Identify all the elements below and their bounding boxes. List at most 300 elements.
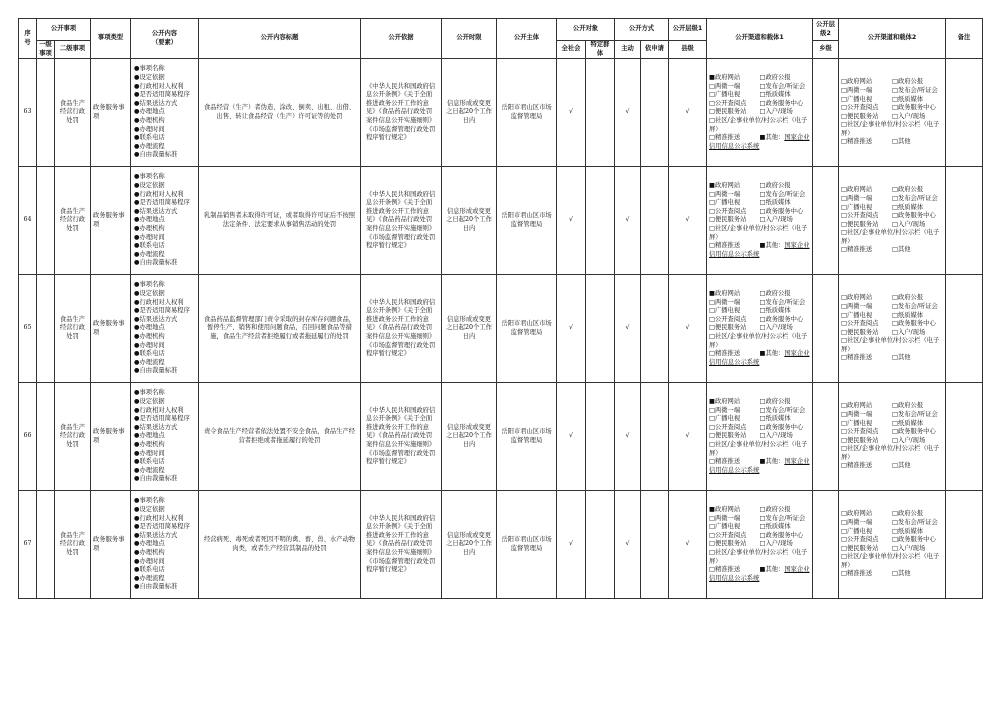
- content-element-item: [134, 117, 196, 126]
- checkbox-unchecked-icon: □: [759, 108, 766, 116]
- channel-option: [709, 290, 760, 299]
- channel-option-label: 政府网站: [714, 398, 741, 406]
- checkbox-unchecked-icon: □: [841, 544, 847, 552]
- channel-option: [841, 294, 892, 303]
- channel-option: [709, 407, 760, 416]
- channel-option-label: 社区/企事业单位/村公示栏（电子屏）: [709, 116, 808, 133]
- checkbox-unchecked-icon: □: [709, 91, 715, 99]
- checkbox-unchecked-icon: □: [892, 354, 898, 362]
- channel-option: [841, 536, 892, 545]
- channel-line: [709, 216, 810, 225]
- header-seq: [19, 19, 37, 59]
- channel-option-label: 政府公报: [765, 506, 791, 514]
- checkbox-unchecked-icon: □: [759, 506, 766, 514]
- channel-option-label: 公开查阅点: [846, 104, 879, 112]
- checkbox-unchecked-icon: □: [709, 531, 715, 539]
- bullet-icon: ●: [134, 367, 140, 375]
- row-channel-1: [707, 275, 813, 383]
- channel-option-label: 政务服务中心: [897, 536, 936, 544]
- header-channel-1: 公开渠道和载体1: [707, 19, 813, 59]
- row-content-title: 经营病死、毒死或者死因不明的禽、畜、兽、水产动物肉类，或者生产经营其制品的处罚: [199, 491, 361, 599]
- row-level1-item: [37, 59, 55, 167]
- bullet-icon: ●: [134, 173, 140, 181]
- channel-line: [841, 204, 943, 213]
- channel-option-label: 社区/企事业单位/村公示栏（电子屏）: [841, 121, 940, 137]
- channel-line: [841, 138, 943, 147]
- content-element-item: [134, 497, 196, 506]
- content-element-item: [134, 441, 196, 450]
- channel-option-label: 公开查阅点: [846, 320, 879, 328]
- bullet-icon: ●: [134, 259, 140, 267]
- checkbox-unchecked-icon: □: [892, 104, 898, 112]
- channel-line: [709, 191, 810, 200]
- channel-option-label: 两微一端: [846, 86, 873, 94]
- checkbox-unchecked-icon: □: [709, 99, 715, 107]
- channel-option: [760, 506, 791, 513]
- channel-option: [841, 329, 892, 338]
- row-level-township: [813, 383, 839, 491]
- content-element-item: [134, 398, 196, 407]
- bullet-icon: ●: [134, 531, 140, 539]
- content-element-item: [134, 367, 196, 376]
- checkbox-unchecked-icon: □: [892, 95, 898, 103]
- table-row: [19, 275, 983, 383]
- content-element-item: [134, 83, 196, 92]
- header-level2: 二级事项: [55, 41, 91, 59]
- channel-option-label: 广播电视: [714, 199, 741, 207]
- content-element-label: 事项名称: [139, 497, 165, 505]
- checkbox-unchecked-icon: □: [841, 527, 847, 535]
- header-level-group-1: 公开层级1: [669, 19, 707, 41]
- checkbox-unchecked-icon: □: [892, 112, 898, 120]
- checkbox-unchecked-icon: □: [759, 398, 766, 406]
- header-row-1: [19, 19, 983, 41]
- channel-option: [892, 402, 923, 409]
- channel-option-label: 发布会/听证会: [765, 514, 806, 522]
- channel-option: [709, 225, 807, 241]
- row-seq: 63: [19, 59, 37, 167]
- bullet-icon: ●: [134, 324, 140, 332]
- channel-line: [709, 74, 810, 83]
- content-element-label: 结果送达方式: [139, 99, 178, 107]
- checkbox-unchecked-icon: □: [841, 112, 847, 120]
- channel-line: [841, 428, 943, 437]
- header-items-group: 公开事项: [37, 19, 91, 41]
- row-basis: 《中华人民共和国政府信息公开条例》《关于全面推进政务公开工作的意见》《食品药品行政处罚案件信息公开实施细则》《市场监督管理行政处罚程序暂行规定》: [361, 167, 442, 275]
- content-element-item: [134, 333, 196, 342]
- checkbox-unchecked-icon: □: [892, 570, 898, 578]
- checkbox-unchecked-icon: □: [892, 320, 898, 328]
- bullet-icon: ●: [134, 449, 140, 457]
- bullet-icon: ●: [134, 99, 140, 107]
- channel-option-label: 广播电视: [846, 203, 873, 211]
- header-basis: 公开依据: [361, 19, 442, 59]
- channel-option-label: 发布会/听证会: [765, 190, 806, 198]
- checkbox-unchecked-icon: □: [759, 182, 766, 190]
- checkbox-unchecked-icon: □: [709, 540, 715, 548]
- channel-line: [709, 242, 810, 259]
- content-element-label: 联系电话: [139, 242, 165, 250]
- channel-option-label: 广播电视: [846, 95, 873, 103]
- checkbox-unchecked-icon: □: [841, 78, 847, 86]
- channel-option-label: 政府网站: [846, 402, 873, 410]
- content-element-label: 是否适用简易程序: [139, 91, 190, 99]
- channel-option: [841, 337, 939, 353]
- row-basis: 《中华人民共和国政府信息公开条例》《关于全面推进政务公开工作的意见》《食品药品行政处罚案件信息公开实施细则》《市场监督管理行政处罚程序暂行规定》: [361, 59, 442, 167]
- bullet-icon: ●: [134, 116, 140, 124]
- content-element-label: 事项名称: [139, 389, 165, 397]
- channel-option: [709, 432, 760, 441]
- content-element-label: 办理机构: [139, 116, 165, 124]
- channel-option-label: 便民服务站: [714, 324, 747, 332]
- channel-option: [841, 445, 939, 461]
- checkbox-unchecked-icon: □: [841, 294, 847, 302]
- channel-option: [709, 415, 760, 424]
- checkbox-unchecked-icon: □: [892, 186, 898, 194]
- row-method-request: [641, 59, 669, 167]
- channel-line: [709, 299, 810, 308]
- content-element-label: 办理地点: [139, 324, 165, 332]
- channel-option-label: 政府网站: [846, 78, 873, 86]
- bullet-icon: ●: [134, 583, 140, 591]
- channel-option-label: 入户/现场: [897, 112, 926, 120]
- channel-option: [709, 523, 760, 532]
- content-element-label: 办理时间: [139, 341, 165, 349]
- channel-option-label: 精准推送: [714, 134, 741, 142]
- checkbox-unchecked-icon: □: [709, 207, 715, 215]
- content-element-item: [134, 225, 196, 234]
- row-level-township: [813, 275, 839, 383]
- content-element-label: 事项名称: [139, 281, 165, 289]
- channel-option: [841, 138, 892, 147]
- channel-option-label: 社区/企事业单位/村公示栏（电子屏）: [841, 337, 940, 353]
- checkbox-unchecked-icon: □: [759, 82, 766, 90]
- row-subject: 岳阳市君山区市场监督管理局: [497, 383, 557, 491]
- channel-option-label: 两微一端: [846, 518, 873, 526]
- content-element-label: 设定依据: [139, 182, 165, 190]
- row-remark: [946, 59, 983, 167]
- checkbox-unchecked-icon: □: [841, 186, 847, 194]
- checkbox-checked-icon: ■: [709, 74, 715, 82]
- channel-option: [760, 540, 793, 547]
- channel-option-label: 入户/现场: [765, 108, 793, 116]
- checkbox-unchecked-icon: □: [709, 440, 715, 448]
- channel-option: [892, 354, 911, 361]
- checkbox-unchecked-icon: □: [841, 194, 847, 202]
- channel-option-detail: 国家企业信用信息公示系统: [709, 134, 810, 150]
- content-element-item: [134, 108, 196, 117]
- content-element-item: [134, 65, 196, 74]
- content-element-label: 办理机构: [139, 548, 165, 556]
- bullet-icon: ●: [134, 458, 140, 466]
- bullet-icon: ●: [134, 566, 140, 574]
- channel-option: [892, 246, 911, 253]
- channel-option: [709, 74, 760, 83]
- channel-option-label: 两微一端: [714, 514, 741, 522]
- channel-option: [892, 87, 938, 94]
- row-channel-2: [839, 275, 946, 383]
- channel-option-label: 其他：: [765, 350, 785, 358]
- checkbox-unchecked-icon: □: [841, 536, 847, 544]
- bullet-icon: ●: [134, 341, 140, 349]
- row-content-title: 食品药品监督管理部门责令采取的封存库存问题食品，暂停生产、销售和使用问题食品，召回问题食品等措施，食品生产经营者拒绝履行或者拖延履行的处罚: [199, 275, 361, 383]
- channel-option: [841, 411, 892, 420]
- checkbox-unchecked-icon: □: [892, 78, 898, 86]
- channel-option: [841, 420, 892, 429]
- channel-option: [841, 402, 892, 411]
- channel-option-label: 政务服务中心: [765, 99, 804, 107]
- bullet-icon: ●: [134, 281, 140, 289]
- row-remark: [946, 167, 983, 275]
- channel-option: [892, 329, 925, 336]
- checkbox-unchecked-icon: □: [709, 406, 715, 414]
- channel-option-label: 政务服务中心: [897, 320, 936, 328]
- channel-option-label: 精准推送: [846, 354, 873, 362]
- checkbox-unchecked-icon: □: [759, 190, 766, 198]
- channel-option-label: 其他：: [765, 566, 785, 574]
- checkbox-unchecked-icon: □: [759, 514, 766, 522]
- channel-line: [709, 523, 810, 532]
- channel-option-label: 公开查阅点: [846, 212, 879, 220]
- channel-line: [841, 337, 943, 354]
- content-element-item: [134, 324, 196, 333]
- channel-option: [709, 307, 760, 316]
- header-method-request: 依申请: [641, 41, 669, 59]
- checkbox-unchecked-icon: □: [709, 423, 715, 431]
- bullet-icon: ●: [134, 224, 140, 232]
- channel-line: [841, 536, 943, 545]
- bullet-icon: ●: [134, 125, 140, 133]
- checkbox-checked-icon: ■: [759, 134, 766, 142]
- content-element-label: 办理地点: [139, 432, 165, 440]
- content-element-item: [134, 566, 196, 575]
- content-element-item: [134, 126, 196, 135]
- content-element-label: 办理流程: [139, 466, 165, 474]
- content-element-label: 自由裁量标准: [139, 475, 178, 483]
- content-element-item: [134, 74, 196, 83]
- bullet-icon: ●: [134, 199, 140, 207]
- checkbox-unchecked-icon: □: [841, 553, 847, 561]
- header-seq-label: 序号: [24, 30, 31, 46]
- header-subject: 公开主体: [497, 19, 557, 59]
- channel-option-label: 精准推送: [714, 242, 741, 250]
- channel-line: [709, 290, 810, 299]
- channel-option-label: 发布会/听证会: [897, 410, 938, 418]
- channel-option-label: 社区/企事业单位/村公示栏（电子屏）: [709, 548, 808, 565]
- row-method-request: [641, 491, 669, 599]
- checkbox-unchecked-icon: □: [709, 242, 715, 250]
- checkbox-unchecked-icon: □: [759, 423, 766, 431]
- channel-option-label: 精准推送: [846, 570, 873, 578]
- channel-option: [892, 545, 925, 552]
- channel-option-label: 其他: [897, 138, 911, 146]
- header-item-type: 事项类型: [91, 19, 131, 59]
- channel-option: [760, 523, 791, 530]
- channel-line: [841, 510, 943, 519]
- channel-option: [709, 441, 807, 457]
- checkbox-unchecked-icon: □: [892, 419, 898, 427]
- row-channel-1: [707, 167, 813, 275]
- channel-option-label: 其他: [897, 570, 911, 578]
- row-seq: 66: [19, 383, 37, 491]
- channel-option: [760, 199, 791, 206]
- channel-option: [892, 437, 925, 444]
- channel-option-label: 政府公报: [897, 402, 924, 410]
- channel-line: [709, 506, 810, 515]
- channel-option: [760, 182, 791, 189]
- content-element-item: [134, 389, 196, 398]
- content-element-item: [134, 307, 196, 316]
- header-level-township: 乡级: [813, 41, 839, 59]
- channel-line: [841, 121, 943, 138]
- channel-option-label: 纸质媒体: [897, 419, 924, 427]
- channel-option: [709, 117, 807, 133]
- content-element-label: 行政相对人权利: [139, 406, 184, 414]
- content-element-label: 办理时间: [139, 557, 165, 565]
- checkbox-unchecked-icon: □: [892, 462, 898, 470]
- checkbox-unchecked-icon: □: [709, 332, 715, 340]
- checkbox-unchecked-icon: □: [841, 220, 847, 228]
- bullet-icon: ●: [134, 406, 140, 414]
- channel-option-label: 政府网站: [714, 290, 741, 298]
- channel-option: [892, 221, 925, 228]
- checkbox-unchecked-icon: □: [841, 436, 847, 444]
- channel-option-label: 政府网站: [714, 74, 741, 82]
- channel-option-label: 两微一端: [714, 190, 741, 198]
- row-content-elements: [131, 383, 199, 491]
- channel-line: [709, 350, 810, 367]
- checkbox-unchecked-icon: □: [759, 216, 766, 224]
- channel-option-label: 公开查阅点: [714, 207, 747, 215]
- bullet-icon: ●: [134, 207, 140, 215]
- channel-line: [841, 462, 943, 471]
- channel-option-label: 两微一端: [714, 82, 741, 90]
- channel-option: [892, 519, 938, 526]
- channel-option-label: 社区/企事业单位/村公示栏（电子屏）: [709, 224, 808, 241]
- channel-option-label: 入户/现场: [765, 324, 793, 332]
- header-remark: 备注: [946, 19, 983, 59]
- channel-line: [709, 540, 810, 549]
- channel-option-label: 公开查阅点: [714, 423, 747, 431]
- content-element-item: [134, 216, 196, 225]
- checkbox-unchecked-icon: □: [841, 311, 847, 319]
- channel-option: [760, 299, 806, 306]
- channel-line: [709, 324, 810, 333]
- channel-option: [709, 134, 760, 143]
- channel-option: [760, 100, 804, 107]
- row-time-limit: 信息形成或变更之日起20个工作日内: [442, 275, 497, 383]
- checkbox-unchecked-icon: □: [892, 410, 898, 418]
- table-body: [19, 59, 983, 599]
- content-element-label: 结果送达方式: [139, 207, 178, 215]
- channel-line: [709, 117, 810, 134]
- channel-option-label: 发布会/听证会: [765, 298, 806, 306]
- channel-option: [841, 553, 939, 569]
- channel-option: [709, 324, 760, 333]
- bullet-icon: ●: [134, 523, 140, 531]
- channel-option: [892, 428, 936, 435]
- checkbox-unchecked-icon: □: [841, 104, 847, 112]
- checkbox-unchecked-icon: □: [892, 518, 898, 526]
- bullet-icon: ●: [134, 134, 140, 142]
- channel-option-label: 便民服务站: [714, 540, 747, 548]
- row-channel-2: [839, 167, 946, 275]
- channel-option-label: 纸质媒体: [897, 95, 924, 103]
- channel-option-label: 便民服务站: [714, 216, 747, 224]
- channel-option: [760, 398, 791, 405]
- channel-option: [892, 212, 936, 219]
- channel-option-label: 广播电视: [846, 419, 873, 427]
- channel-option-label: 其他：: [765, 458, 785, 466]
- content-element-item: [134, 199, 196, 208]
- checkbox-unchecked-icon: □: [709, 324, 715, 332]
- bullet-icon: ●: [134, 514, 140, 522]
- checkbox-unchecked-icon: □: [759, 99, 766, 107]
- row-object-specific: [586, 167, 615, 275]
- checkbox-unchecked-icon: □: [841, 337, 847, 345]
- checkbox-unchecked-icon: □: [841, 95, 847, 103]
- channel-line: [841, 229, 943, 246]
- channel-option-label: 社区/企事业单位/村公示栏（电子屏）: [709, 440, 808, 457]
- channel-option: [760, 290, 791, 297]
- row-content-elements: [131, 59, 199, 167]
- header-object-specific: 特定群体: [586, 41, 615, 59]
- row-content-title: 责令食品生产经营者依法处置不安全食品，食品生产经营者拒绝或者拖延履行的处罚: [199, 383, 361, 491]
- channel-option: [709, 242, 760, 251]
- checkbox-unchecked-icon: □: [841, 428, 847, 436]
- header-level-group-2: 公开层级2: [813, 19, 839, 41]
- checkbox-unchecked-icon: □: [892, 220, 898, 228]
- channel-option: [760, 316, 804, 323]
- channel-option: [841, 186, 892, 195]
- channel-option-label: 其他：: [765, 134, 785, 142]
- checkbox-unchecked-icon: □: [709, 514, 715, 522]
- channel-option: [841, 121, 939, 137]
- channel-line: [709, 91, 810, 100]
- checkbox-unchecked-icon: □: [709, 134, 715, 142]
- header-channel-2: 公开渠道和载体2: [839, 19, 946, 59]
- row-content-elements: [131, 491, 199, 599]
- row-remark: [946, 491, 983, 599]
- checkbox-unchecked-icon: □: [892, 436, 898, 444]
- channel-option-label: 精准推送: [714, 458, 741, 466]
- content-element-item: [134, 475, 196, 484]
- channel-option: [892, 320, 936, 327]
- channel-line: [709, 199, 810, 208]
- channel-option-label: 纸质媒体: [765, 91, 791, 99]
- channel-option-label: 纸质媒体: [765, 307, 791, 315]
- channel-option-label: 其他: [897, 354, 911, 362]
- channel-option-label: 政府公报: [897, 186, 924, 194]
- row-subject: 岳阳市君山区市场监督管理局: [497, 275, 557, 383]
- channel-option-label: 社区/企事业单位/村公示栏（电子屏）: [709, 332, 808, 349]
- channel-option: [841, 519, 892, 528]
- channel-option-label: 入户/现场: [765, 216, 793, 224]
- channel-option: [709, 566, 760, 575]
- bullet-icon: ●: [134, 151, 140, 159]
- row-seq: 67: [19, 491, 37, 599]
- header-method-active: 主动: [615, 41, 641, 59]
- row-method-active: √: [615, 491, 641, 599]
- bullet-icon: ●: [134, 82, 140, 90]
- content-element-item: [134, 134, 196, 143]
- content-element-label: 办理时间: [139, 233, 165, 241]
- channel-option: [892, 570, 911, 577]
- row-channel-2: [839, 59, 946, 167]
- channel-option: [709, 199, 760, 208]
- channel-line: [709, 398, 810, 407]
- row-method-active: √: [615, 167, 641, 275]
